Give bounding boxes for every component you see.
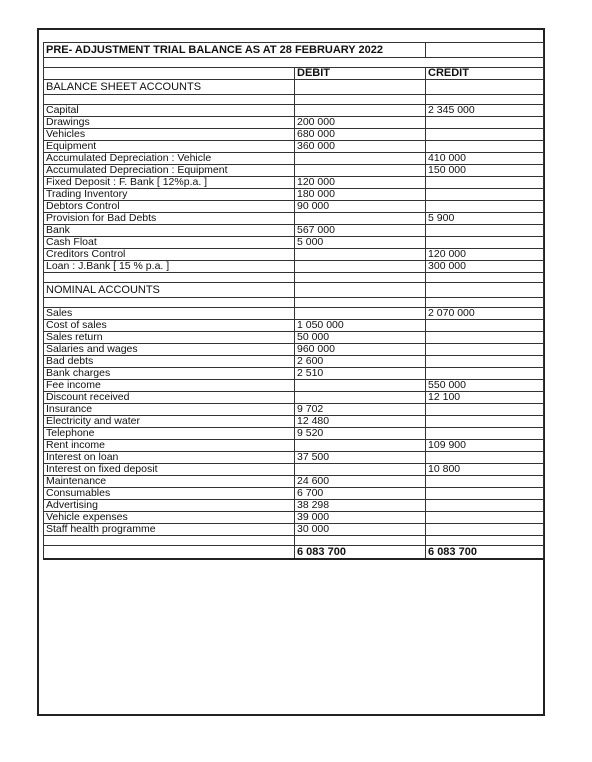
account-row bbox=[44, 189, 544, 201]
debit-amount: 38 298 bbox=[295, 500, 426, 512]
trial-balance-document bbox=[37, 28, 545, 716]
account-row bbox=[44, 404, 544, 416]
account-name: Staff health programme bbox=[44, 524, 295, 536]
credit-amount bbox=[426, 356, 544, 368]
account-name: Salaries and wages bbox=[44, 344, 295, 356]
section-heading-row bbox=[44, 80, 544, 95]
credit-amount bbox=[426, 500, 544, 512]
credit-amount bbox=[426, 117, 544, 129]
empty-cell bbox=[44, 95, 295, 105]
empty-cell bbox=[44, 536, 295, 546]
account-row bbox=[44, 440, 544, 452]
account-name: Provision for Bad Debts bbox=[44, 213, 295, 225]
debit-amount: 1 050 000 bbox=[295, 320, 426, 332]
account-name: Trading Inventory bbox=[44, 189, 295, 201]
blank-row bbox=[44, 58, 544, 68]
account-name: Drawings bbox=[44, 117, 295, 129]
account-name: Loan : J.Bank [ 15 % p.a. ] bbox=[44, 261, 295, 273]
credit-amount bbox=[426, 141, 544, 153]
debit-amount bbox=[295, 153, 426, 165]
account-row bbox=[44, 165, 544, 177]
credit-amount bbox=[426, 524, 544, 536]
empty-debit-cell bbox=[295, 80, 426, 95]
credit-amount bbox=[426, 320, 544, 332]
account-row bbox=[44, 452, 544, 464]
account-name: Bank bbox=[44, 225, 295, 237]
account-row bbox=[44, 153, 544, 165]
debit-amount: 9 702 bbox=[295, 404, 426, 416]
credit-amount: 5 900 bbox=[426, 213, 544, 225]
account-name: Accumulated Depreciation : Equipment bbox=[44, 165, 295, 177]
credit-amount: 150 000 bbox=[426, 165, 544, 177]
credit-amount bbox=[426, 452, 544, 464]
credit-amount bbox=[426, 332, 544, 344]
account-row bbox=[44, 392, 544, 404]
debit-amount: 2 600 bbox=[295, 356, 426, 368]
account-name: Cost of sales bbox=[44, 320, 295, 332]
account-row bbox=[44, 129, 544, 141]
account-row bbox=[44, 500, 544, 512]
credit-amount bbox=[426, 404, 544, 416]
empty-cell bbox=[426, 298, 544, 308]
account-row bbox=[44, 201, 544, 213]
credit-amount bbox=[426, 416, 544, 428]
credit-amount bbox=[426, 488, 544, 500]
account-row bbox=[44, 416, 544, 428]
debit-amount: 680 000 bbox=[295, 129, 426, 141]
credit-amount: 12 100 bbox=[426, 392, 544, 404]
debit-amount bbox=[295, 261, 426, 273]
credit-amount: 2 070 000 bbox=[426, 308, 544, 320]
account-row bbox=[44, 308, 544, 320]
account-name: Interest on loan bbox=[44, 452, 295, 464]
credit-amount bbox=[426, 201, 544, 213]
credit-amount bbox=[426, 428, 544, 440]
debit-amount: 39 000 bbox=[295, 512, 426, 524]
account-row bbox=[44, 105, 544, 117]
debit-amount: 50 000 bbox=[295, 332, 426, 344]
debit-amount: 30 000 bbox=[295, 524, 426, 536]
blank-row bbox=[44, 273, 544, 283]
empty-cell bbox=[426, 95, 544, 105]
empty-debit-cell bbox=[295, 283, 426, 298]
account-row bbox=[44, 213, 544, 225]
debit-amount: 2 510 bbox=[295, 368, 426, 380]
totals-row bbox=[44, 546, 544, 560]
account-name: Equipment bbox=[44, 141, 295, 153]
account-row bbox=[44, 225, 544, 237]
account-row bbox=[44, 177, 544, 189]
debit-amount: 12 480 bbox=[295, 416, 426, 428]
account-row bbox=[44, 428, 544, 440]
credit-amount: 10 800 bbox=[426, 464, 544, 476]
debit-amount: 9 520 bbox=[295, 428, 426, 440]
account-name: Cash Float bbox=[44, 237, 295, 249]
trial-balance-table bbox=[43, 42, 544, 560]
account-row bbox=[44, 524, 544, 536]
account-name: Rent income bbox=[44, 440, 295, 452]
credit-amount bbox=[426, 129, 544, 141]
debit-amount bbox=[295, 392, 426, 404]
account-name: Advertising bbox=[44, 500, 295, 512]
empty-cell bbox=[44, 273, 295, 283]
account-name: Electricity and water bbox=[44, 416, 295, 428]
account-header-cell bbox=[44, 68, 295, 80]
account-row bbox=[44, 380, 544, 392]
debit-amount bbox=[295, 165, 426, 177]
empty-cell bbox=[295, 536, 426, 546]
account-row bbox=[44, 261, 544, 273]
account-name: Debtors Control bbox=[44, 201, 295, 213]
debit-amount bbox=[295, 308, 426, 320]
account-row bbox=[44, 237, 544, 249]
blank-row bbox=[44, 298, 544, 308]
empty-cell bbox=[426, 273, 544, 283]
section-heading: BALANCE SHEET ACCOUNTS bbox=[44, 80, 295, 95]
account-name: Consumables bbox=[44, 488, 295, 500]
debit-amount bbox=[295, 105, 426, 117]
credit-amount bbox=[426, 237, 544, 249]
debit-amount bbox=[295, 213, 426, 225]
credit-header: CREDIT bbox=[426, 68, 544, 80]
empty-credit-cell bbox=[426, 283, 544, 298]
column-header-row bbox=[44, 68, 544, 80]
debit-amount bbox=[295, 380, 426, 392]
debit-amount bbox=[295, 464, 426, 476]
debit-amount bbox=[295, 440, 426, 452]
account-row bbox=[44, 344, 544, 356]
account-name: Vehicles bbox=[44, 129, 295, 141]
account-name: Capital bbox=[44, 105, 295, 117]
debit-amount: 90 000 bbox=[295, 201, 426, 213]
debit-amount: 37 500 bbox=[295, 452, 426, 464]
credit-amount bbox=[426, 512, 544, 524]
account-name: Bank charges bbox=[44, 368, 295, 380]
empty-cell bbox=[44, 298, 295, 308]
account-name: Interest on fixed deposit bbox=[44, 464, 295, 476]
debit-header: DEBIT bbox=[295, 68, 426, 80]
empty-cell bbox=[295, 273, 426, 283]
credit-amount: 109 900 bbox=[426, 440, 544, 452]
totals-label-cell bbox=[44, 546, 295, 560]
debit-amount: 567 000 bbox=[295, 225, 426, 237]
account-name: Bad debts bbox=[44, 356, 295, 368]
account-row bbox=[44, 512, 544, 524]
credit-amount: 300 000 bbox=[426, 261, 544, 273]
account-name: Fixed Deposit : F. Bank [ 12%p.a. ] bbox=[44, 177, 295, 189]
credit-amount bbox=[426, 189, 544, 201]
document-title: PRE- ADJUSTMENT TRIAL BALANCE AS AT 28 FEBRUARY 2022 bbox=[44, 43, 426, 58]
empty-cell bbox=[426, 536, 544, 546]
account-name: Accumulated Depreciation : Vehicle bbox=[44, 153, 295, 165]
debit-amount: 960 000 bbox=[295, 344, 426, 356]
account-name: Sales bbox=[44, 308, 295, 320]
credit-amount: 550 000 bbox=[426, 380, 544, 392]
account-name: Creditors Control bbox=[44, 249, 295, 261]
account-name: Discount received bbox=[44, 392, 295, 404]
account-name: Vehicle expenses bbox=[44, 512, 295, 524]
account-row bbox=[44, 368, 544, 380]
account-row bbox=[44, 476, 544, 488]
title-row bbox=[44, 43, 544, 58]
empty-cell bbox=[295, 95, 426, 105]
account-name: Maintenance bbox=[44, 476, 295, 488]
account-row bbox=[44, 141, 544, 153]
credit-amount bbox=[426, 368, 544, 380]
credit-amount: 410 000 bbox=[426, 153, 544, 165]
debit-amount bbox=[295, 249, 426, 261]
debit-amount: 120 000 bbox=[295, 177, 426, 189]
credit-amount bbox=[426, 476, 544, 488]
account-row bbox=[44, 464, 544, 476]
debit-amount: 5 000 bbox=[295, 237, 426, 249]
debit-amount: 24 600 bbox=[295, 476, 426, 488]
account-row bbox=[44, 356, 544, 368]
account-row bbox=[44, 332, 544, 344]
account-name: Sales return bbox=[44, 332, 295, 344]
account-row bbox=[44, 488, 544, 500]
total-debit: 6 083 700 bbox=[295, 546, 426, 560]
credit-amount: 120 000 bbox=[426, 249, 544, 261]
account-name: Insurance bbox=[44, 404, 295, 416]
credit-amount bbox=[426, 225, 544, 237]
empty-credit-cell bbox=[426, 80, 544, 95]
account-row bbox=[44, 320, 544, 332]
account-name: Fee income bbox=[44, 380, 295, 392]
account-row bbox=[44, 249, 544, 261]
debit-amount: 6 700 bbox=[295, 488, 426, 500]
total-credit: 6 083 700 bbox=[426, 546, 544, 560]
blank-row bbox=[44, 95, 544, 105]
account-name: Telephone bbox=[44, 428, 295, 440]
empty-cell bbox=[295, 298, 426, 308]
account-row bbox=[44, 117, 544, 129]
section-heading-row bbox=[44, 283, 544, 298]
title-spacer-cell bbox=[426, 43, 544, 58]
blank-row bbox=[44, 536, 544, 546]
credit-amount bbox=[426, 344, 544, 356]
debit-amount: 180 000 bbox=[295, 189, 426, 201]
debit-amount: 360 000 bbox=[295, 141, 426, 153]
debit-amount: 200 000 bbox=[295, 117, 426, 129]
credit-amount: 2 345 000 bbox=[426, 105, 544, 117]
credit-amount bbox=[426, 177, 544, 189]
section-heading: NOMINAL ACCOUNTS bbox=[44, 283, 295, 298]
